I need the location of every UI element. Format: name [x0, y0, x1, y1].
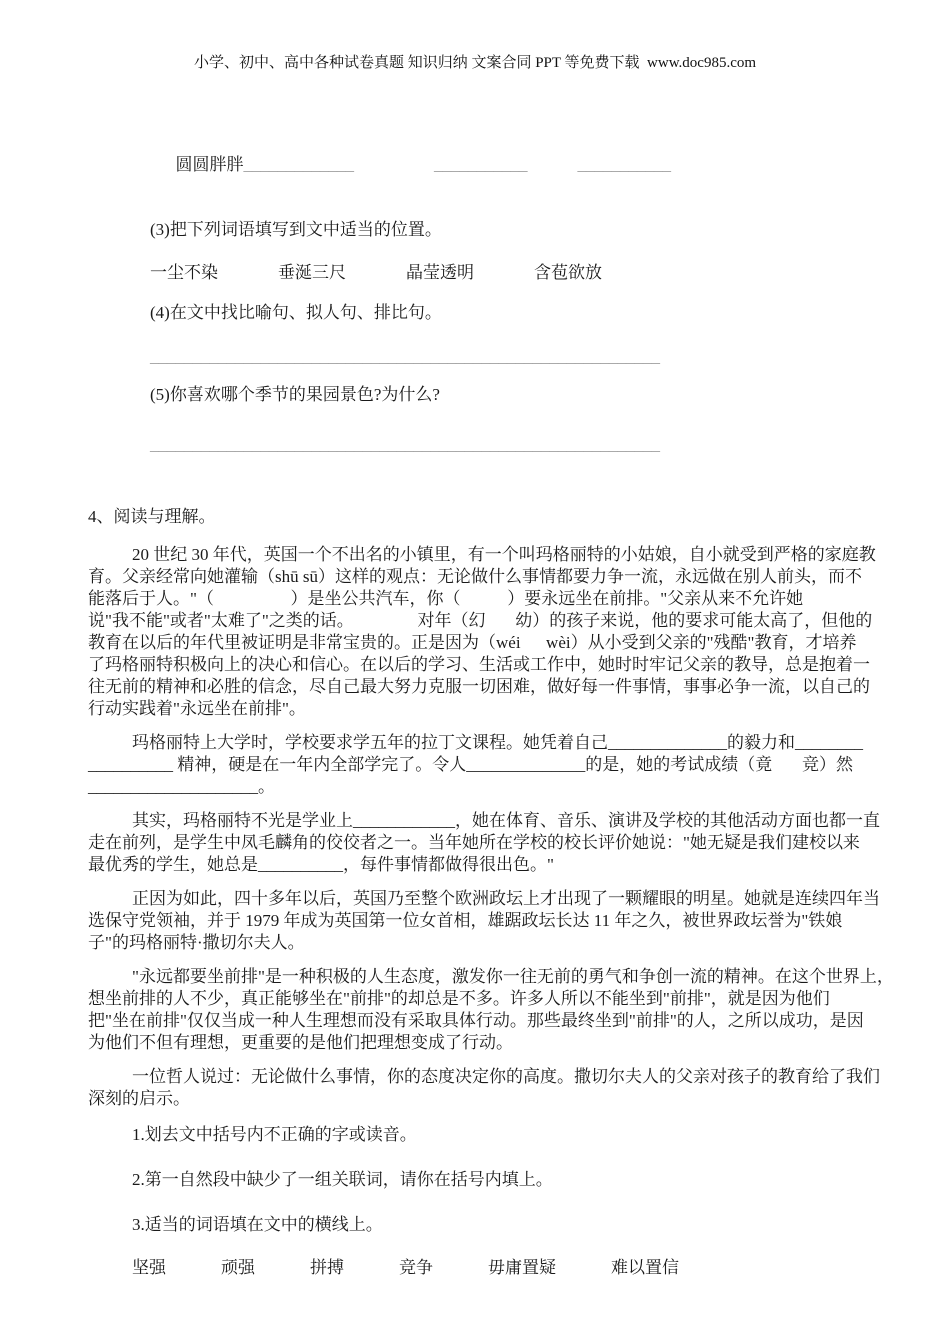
- word-bank-item: 毋庸置疑: [488, 1258, 556, 1277]
- question-3: 3.适当的词语填在文中的横线上。: [132, 1215, 383, 1234]
- question-1: 1.划去文中括号内不正确的字或读音。: [132, 1125, 417, 1144]
- paragraph-line: 20 世纪 30 年代，英国一个不出名的小镇里，有一个叫玛格丽特的小姑娘，自小就受到严格的家庭教: [132, 545, 876, 564]
- word-bank-row: [132, 1257, 950, 1279]
- word-bank-item: 坚强: [132, 1258, 166, 1277]
- passage-paragraph-6: [88, 1066, 950, 1110]
- word-bank-item: 竞争: [399, 1258, 433, 1277]
- paragraph-line: 说"我不能"或者"太难了"之类的话。 对年（幻 幼）的孩子来说，他的要求可能太高了，但他的: [88, 611, 873, 630]
- passage-paragraph-1: [88, 544, 950, 720]
- word-bank-item: 难以置信: [611, 1258, 679, 1277]
- word-bank-item: 拼搏: [310, 1258, 344, 1277]
- paragraph-line: __________ 精神，硬是在一年内全部学完了。令人______________的是，她的考试成绩（竟 竞）然: [88, 755, 853, 774]
- subquestion-4-label: (4)在文中找比喻句、拟人句、排比句。: [150, 303, 442, 322]
- paragraph-line: 子"的玛格丽特·撒切尔夫人。: [88, 933, 305, 952]
- word-choice: 晶莹透明: [406, 263, 474, 282]
- subquestion-3-label: (3)把下列词语填写到文中适当的位置。: [150, 220, 442, 239]
- passage-paragraph-2: [88, 732, 950, 798]
- section-4-title: 4、阅读与理解。: [88, 507, 216, 526]
- paragraph-line: 正因为如此，四十多年以后，英国乃至整个欧洲政坛上才出现了一颗耀眼的明星。她就是连续四年当: [132, 889, 880, 908]
- paragraph-line: "永远都要坐前排"是一种积极的人生态度，激发你一往无前的勇气和争创一流的精神。在这个世界上，: [132, 967, 894, 986]
- paragraph-line: 往无前的精神和必胜的信念，尽自己最大努力克服一切困难，做好每一件事情，事事必争一流，以自己的: [88, 677, 870, 696]
- paragraph-line: 其实，玛格丽特不光是学业上____________，她在体育、音乐、演讲及学校的其他活动方面也都一直: [132, 811, 880, 830]
- reading-comprehension-section: [88, 506, 950, 1279]
- answer-blank-line: ____________________________________________________________: [150, 435, 660, 454]
- paragraph-line: 能落后于人。"（ ）是坐公共汽车，你（ ）要永远坐在前排。"父亲从来不允许她: [88, 589, 804, 608]
- paragraph-line: 选保守党领袖，并于 1979 年成为英国第一位女首相，雄踞政坛长达 11 年之久，被世界政坛誉为"铁娘: [88, 911, 843, 930]
- word-bank-item: 顽强: [221, 1258, 255, 1277]
- question-2: 2.第一自然段中缺少了一组关联词，请你在括号内填上。: [132, 1170, 553, 1189]
- paragraph-line: 玛格丽特上大学时，学校要求学五年的拉丁文课程。她凭着自己______________的毅力和________: [132, 733, 863, 752]
- paragraph-line: 深刻的启示。: [88, 1089, 190, 1108]
- paragraph-line: 想坐前排的人不少，真正能够坐在"前排"的却总是不多。许多人所以不能坐到"前排"，就是因为他们: [88, 989, 830, 1008]
- subquestion-5-label: (5)你喜欢哪个季节的果园景色?为什么?: [150, 385, 440, 404]
- passage-paragraph-4: [88, 888, 950, 954]
- fill-in-word-line: [150, 132, 950, 198]
- paragraph-line: ____________________。: [88, 777, 275, 796]
- site-notice-header: 小学、初中、高中各种试卷真题 知识归纳 文案合同 PPT 等免费下载 www.doc985.com: [193, 55, 757, 71]
- word-choice: 含苞欲放: [534, 263, 602, 282]
- word-choices-row: [150, 262, 950, 284]
- paragraph-line: 一位哲人说过：无论做什么事情，你的态度决定你的高度。撒切尔夫人的父亲对孩子的教育给了我们: [132, 1067, 880, 1086]
- paragraph-line: 教育在以后的年代里被证明是非常宝贵的。正是因为（wéi wèi）从小受到父亲的"残酷"教育，才培养: [88, 633, 857, 652]
- paragraph-line: 走在前列，是学生中凤毛麟角的佼佼者之一。当年她所在学校的校长评价她说："她无疑是我们建校以来: [88, 833, 860, 852]
- passage-paragraph-3: [88, 810, 950, 876]
- fill-word: 圆圆胖胖: [175, 155, 244, 174]
- paragraph-line: 把"坐在前排"仅仅当成一种人生理想而没有采取具体行动。那些最终坐到"前排"的人，之所以成功，是因: [88, 1011, 864, 1030]
- paragraph-line: 为他们不但有理想，更重要的是他们把理想变成了行动。: [88, 1033, 513, 1052]
- passage-paragraph-5: [88, 966, 950, 1054]
- paragraph-line: 了玛格丽特积极向上的决心和信心。在以后的学习、生活或工作中，她时时牢记父亲的教导，总是抱着一: [88, 655, 870, 674]
- word-choice: 一尘不染: [150, 263, 218, 282]
- paragraph-line: 最优秀的学生，她总是__________，每件事情都做得很出色。": [88, 855, 554, 874]
- paragraph-line: 育。父亲经常向她灌输（shū sū）这样的观点：无论做什么事情都要力争一流，永远做在别人前头，而不: [88, 567, 862, 586]
- paragraph-line: 行动实践着"永远坐在前排"。: [88, 699, 306, 718]
- fill-blank-3: ___________: [577, 155, 671, 174]
- previous-exercise-section: [150, 132, 950, 456]
- fill-blank-1: _____________: [243, 155, 354, 174]
- word-choice: 垂涎三尺: [278, 263, 346, 282]
- answer-blank-line: ____________________________________________________________: [150, 347, 660, 366]
- fill-blank-2: ___________: [434, 155, 528, 174]
